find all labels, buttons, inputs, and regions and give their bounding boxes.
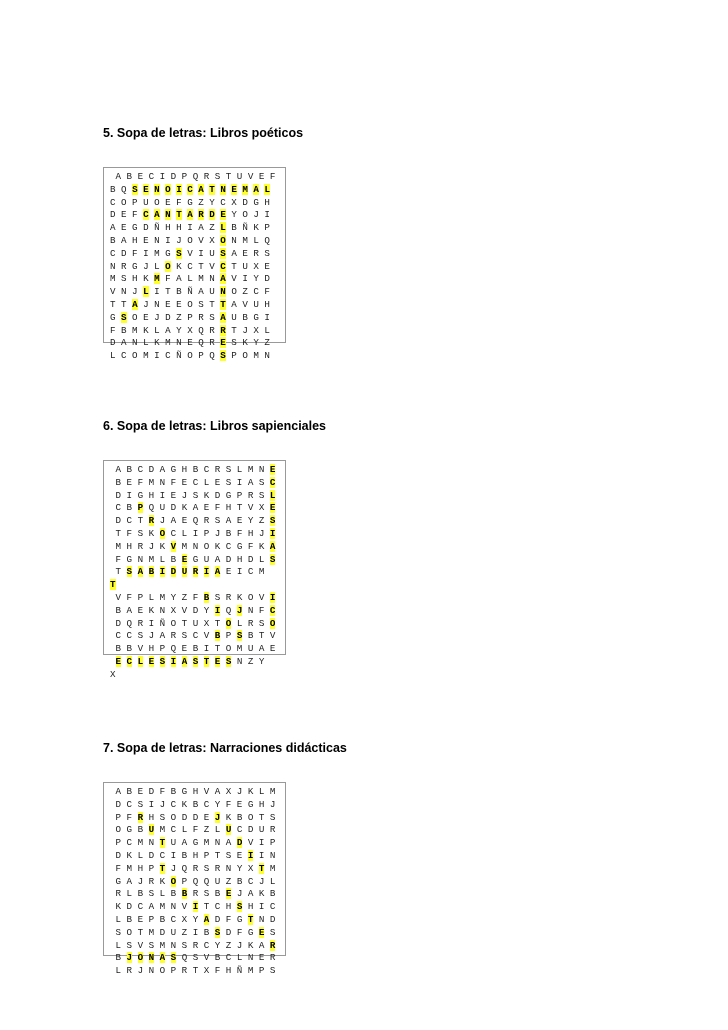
highlighted-letter: A	[220, 273, 226, 285]
grid-row: M H R J K V M N O K C G F K A	[110, 540, 276, 552]
highlighted-letter: R	[220, 324, 226, 336]
highlighted-letter: C	[269, 476, 276, 488]
puzzle-7-title: 7. Sopa de letras: Narraciones didácticas	[103, 741, 347, 755]
highlighted-letter: S	[176, 247, 182, 259]
highlighted-letter: O	[159, 527, 166, 539]
highlighted-letter: E	[225, 888, 232, 900]
highlighted-letter: T	[203, 655, 210, 667]
grid-row: T T A J N E E O S T T A V U H	[110, 298, 270, 310]
highlighted-letter: I	[203, 566, 210, 578]
highlighted-letter: A	[132, 298, 138, 310]
highlighted-letter: S	[220, 247, 226, 259]
grid-row: B A E K N X V D Y I Q J N F C	[110, 604, 276, 616]
grid-row: O G B U M C L F Z L U C D U R	[110, 824, 276, 836]
highlighted-letter: B	[181, 888, 188, 900]
puzzle-6-grid	[103, 460, 286, 680]
highlighted-letter: O	[225, 617, 232, 629]
grid-row: C B P Q U D K A E F H T V X E	[110, 502, 276, 514]
grid-row: D C S I J C K B C Y F E G H J	[110, 798, 276, 810]
highlighted-letter: E	[115, 655, 122, 667]
highlighted-letter: C	[187, 183, 193, 195]
highlighted-letter: P	[137, 502, 144, 514]
highlighted-letter: E	[220, 209, 226, 221]
grid-row: A E G D Ñ H H I A Z L B Ñ K P	[110, 222, 270, 234]
highlighted-letter: I	[247, 849, 254, 861]
highlighted-letter: S	[121, 311, 127, 323]
highlighted-letter: A	[220, 311, 226, 323]
highlighted-letter: N	[165, 209, 171, 221]
highlighted-letter: S	[225, 655, 232, 667]
grid-row: A B E D F B G H V A X J K L M	[110, 786, 276, 797]
grid-row: S O T M D U Z I B S D F G E S	[110, 926, 276, 938]
highlighted-letter: A	[198, 183, 204, 195]
puzzle-5-title: 5. Sopa de letras: Libros poéticos	[103, 126, 304, 140]
grid-row: L S V S M N S R C Y Z J K A R	[110, 939, 276, 951]
grid-row: D Q R I Ñ O T U X T O L R S O	[110, 617, 276, 629]
highlighted-letter: R	[148, 515, 155, 527]
puzzle-7-grid	[103, 782, 286, 977]
grid-row: A B C D A G H B C R S L M N E	[110, 464, 276, 475]
highlighted-letter: V	[170, 540, 177, 552]
grid-row: X	[110, 668, 116, 680]
highlighted-letter: A	[187, 209, 193, 221]
highlighted-letter: A	[269, 540, 276, 552]
grid-row: A B E C I D P Q R S T U V E F	[110, 171, 276, 182]
grid-row: D K L D C I B H P T S E I I N	[110, 849, 276, 861]
highlighted-letter: B	[214, 630, 221, 642]
grid-row: T S A B I D U R I A E I C M	[110, 566, 265, 578]
highlighted-letter: S	[269, 515, 276, 527]
highlighted-letter: E	[148, 655, 155, 667]
highlighted-letter: E	[220, 337, 226, 349]
grid-row: T F S K O C L I P J B F H J I	[110, 527, 276, 539]
grid-row: D C T R J A E Q R S A E Y Z S	[110, 515, 276, 527]
highlighted-letter: T	[220, 298, 226, 310]
grid-row: B A H E N I J O V X O N M L Q	[110, 234, 270, 246]
highlighted-letter: J	[126, 952, 133, 964]
grid-row: E C L E S I A S T E S N Z Y	[115, 655, 265, 667]
highlighted-letter: S	[236, 630, 243, 642]
highlighted-letter: E	[231, 183, 237, 195]
highlighted-letter: T	[110, 579, 116, 591]
highlighted-letter: N	[220, 183, 226, 195]
highlighted-letter: T	[258, 862, 265, 874]
grid-row: L B E P B C X Y A D F G T N D	[110, 913, 276, 925]
grid-row: B J O N A S Q S V B C L N E R	[110, 952, 276, 964]
highlighted-letter: L	[264, 183, 270, 195]
highlighted-letter: J	[214, 811, 221, 823]
highlighted-letter: O	[269, 617, 276, 629]
puzzle-6-title: 6. Sopa de letras: Libros sapienciales	[103, 419, 327, 433]
grid-row: C O P U O E F G Z Y C X D G H	[110, 196, 270, 208]
highlighted-letter: C	[269, 604, 276, 616]
highlighted-letter: A	[154, 209, 160, 221]
grid-row: L C O M I C Ñ O P Q S P O M N	[110, 350, 270, 362]
highlighted-letter: E	[269, 502, 276, 514]
highlighted-letter: A	[159, 952, 166, 964]
highlighted-letter: A	[214, 566, 221, 578]
highlighted-letter: D	[209, 209, 215, 221]
grid-row: G S O E J D Z P R S A U B G I	[110, 311, 270, 323]
highlighted-letter: B	[148, 566, 155, 578]
highlighted-letter: R	[192, 566, 199, 578]
grid-row: C D F I M G S V I U S A E R S	[110, 247, 270, 259]
highlighted-letter: N	[154, 183, 160, 195]
highlighted-letter: I	[269, 527, 276, 539]
highlighted-letter: M	[242, 183, 248, 195]
highlighted-letter: I	[192, 901, 199, 913]
highlighted-letter: C	[220, 260, 226, 272]
grid-row: B B V H P Q E B I T O M U A E	[110, 643, 276, 655]
highlighted-letter: O	[220, 234, 226, 246]
highlighted-letter: S	[132, 183, 138, 195]
highlighted-letter: O	[170, 875, 177, 887]
highlighted-letter: O	[165, 260, 171, 272]
grid-row: G A J R K O P Q Q U Z B C J L	[110, 875, 276, 887]
grid-row: V F P L M Y Z F B S R K O V I	[110, 591, 276, 603]
highlighted-letter: I	[176, 183, 182, 195]
highlighted-letter: S	[170, 952, 177, 964]
highlighted-letter: E	[269, 464, 276, 475]
highlighted-letter: A	[137, 566, 144, 578]
highlighted-letter: I	[269, 591, 276, 603]
highlighted-letter: U	[225, 824, 232, 836]
highlighted-letter: J	[236, 604, 243, 616]
highlighted-letter: T	[159, 837, 166, 849]
highlighted-letter: S	[192, 655, 199, 667]
grid-row: F M H P T J Q R S R N Y X T M	[110, 862, 276, 874]
highlighted-letter: T	[159, 862, 166, 874]
highlighted-letter: U	[181, 566, 188, 578]
grid-row: D E F C A N T A R D E Y O J I	[110, 209, 270, 221]
puzzle-5-grid	[103, 167, 286, 362]
highlighted-letter: A	[203, 913, 210, 925]
highlighted-letter: O	[165, 183, 171, 195]
highlighted-letter: D	[236, 837, 243, 849]
highlighted-letter: S	[269, 553, 276, 565]
grid-row: B Q S E N O I C A T N E M A L	[110, 183, 270, 195]
highlighted-letter: A	[181, 655, 188, 667]
grid-row: V N J L I T B Ñ A U N O Z C F	[110, 286, 270, 298]
grid-row: F G N M L B E G U A D H D L S	[110, 553, 276, 565]
highlighted-letter: N	[148, 952, 155, 964]
grid-row: N R G J L O K C T V C T U X E	[110, 260, 270, 272]
grid-row: P C M N T U A G M N A D V I P	[110, 837, 276, 849]
highlighted-letter: T	[247, 913, 254, 925]
highlighted-letter: B	[203, 591, 210, 603]
highlighted-letter: O	[137, 952, 144, 964]
highlighted-letter: S	[214, 926, 221, 938]
grid-row: F B M K L A Y X Q R R T J X L	[110, 324, 270, 336]
highlighted-letter: I	[170, 655, 177, 667]
highlighted-letter: E	[258, 926, 265, 938]
highlighted-letter: L	[137, 655, 144, 667]
highlighted-letter: M	[154, 273, 160, 285]
grid-row: K D C A M N V I T C H S H I C	[110, 901, 276, 913]
highlighted-letter: E	[181, 553, 188, 565]
highlighted-letter: S	[220, 350, 226, 362]
highlighted-letter: N	[220, 286, 226, 298]
highlighted-letter: R	[269, 939, 276, 951]
grid-row: R L B S L B B R S B E J A K B	[110, 888, 276, 900]
highlighted-letter: S	[236, 901, 243, 913]
highlighted-letter: C	[126, 655, 133, 667]
highlighted-letter: L	[143, 286, 149, 298]
highlighted-letter: T	[176, 209, 182, 221]
grid-row: D A N L K M N E Q R E S K Y Z	[110, 337, 270, 349]
highlighted-letter: A	[253, 183, 259, 195]
highlighted-letter: S	[159, 655, 166, 667]
grid-row: D I G H I E J S K D G P R S L	[110, 489, 276, 501]
grid-row	[110, 579, 281, 592]
highlighted-letter: I	[214, 604, 221, 616]
grid-row: C C S J A R S C V B P S B T V	[110, 630, 276, 642]
highlighted-letter: C	[143, 209, 149, 221]
highlighted-letter: U	[148, 824, 155, 836]
highlighted-letter: S	[126, 566, 133, 578]
highlighted-letter: E	[214, 655, 221, 667]
highlighted-letter: L	[269, 489, 276, 501]
highlighted-letter: I	[159, 566, 166, 578]
highlighted-letter: D	[170, 566, 177, 578]
grid-row: P F R H S O D D E J K B O T S	[110, 811, 276, 823]
highlighted-letter: T	[209, 183, 215, 195]
highlighted-letter: L	[220, 222, 226, 234]
grid-row: B E F M N F E C L E S I A S C	[110, 476, 276, 488]
grid-row: L R J N O P R T X F H Ñ M P S	[110, 965, 276, 977]
highlighted-letter: R	[198, 209, 204, 221]
highlighted-letter: E	[143, 183, 149, 195]
grid-row: M S H K M F A L M N A V I Y D	[110, 273, 270, 285]
highlighted-letter: R	[137, 811, 144, 823]
